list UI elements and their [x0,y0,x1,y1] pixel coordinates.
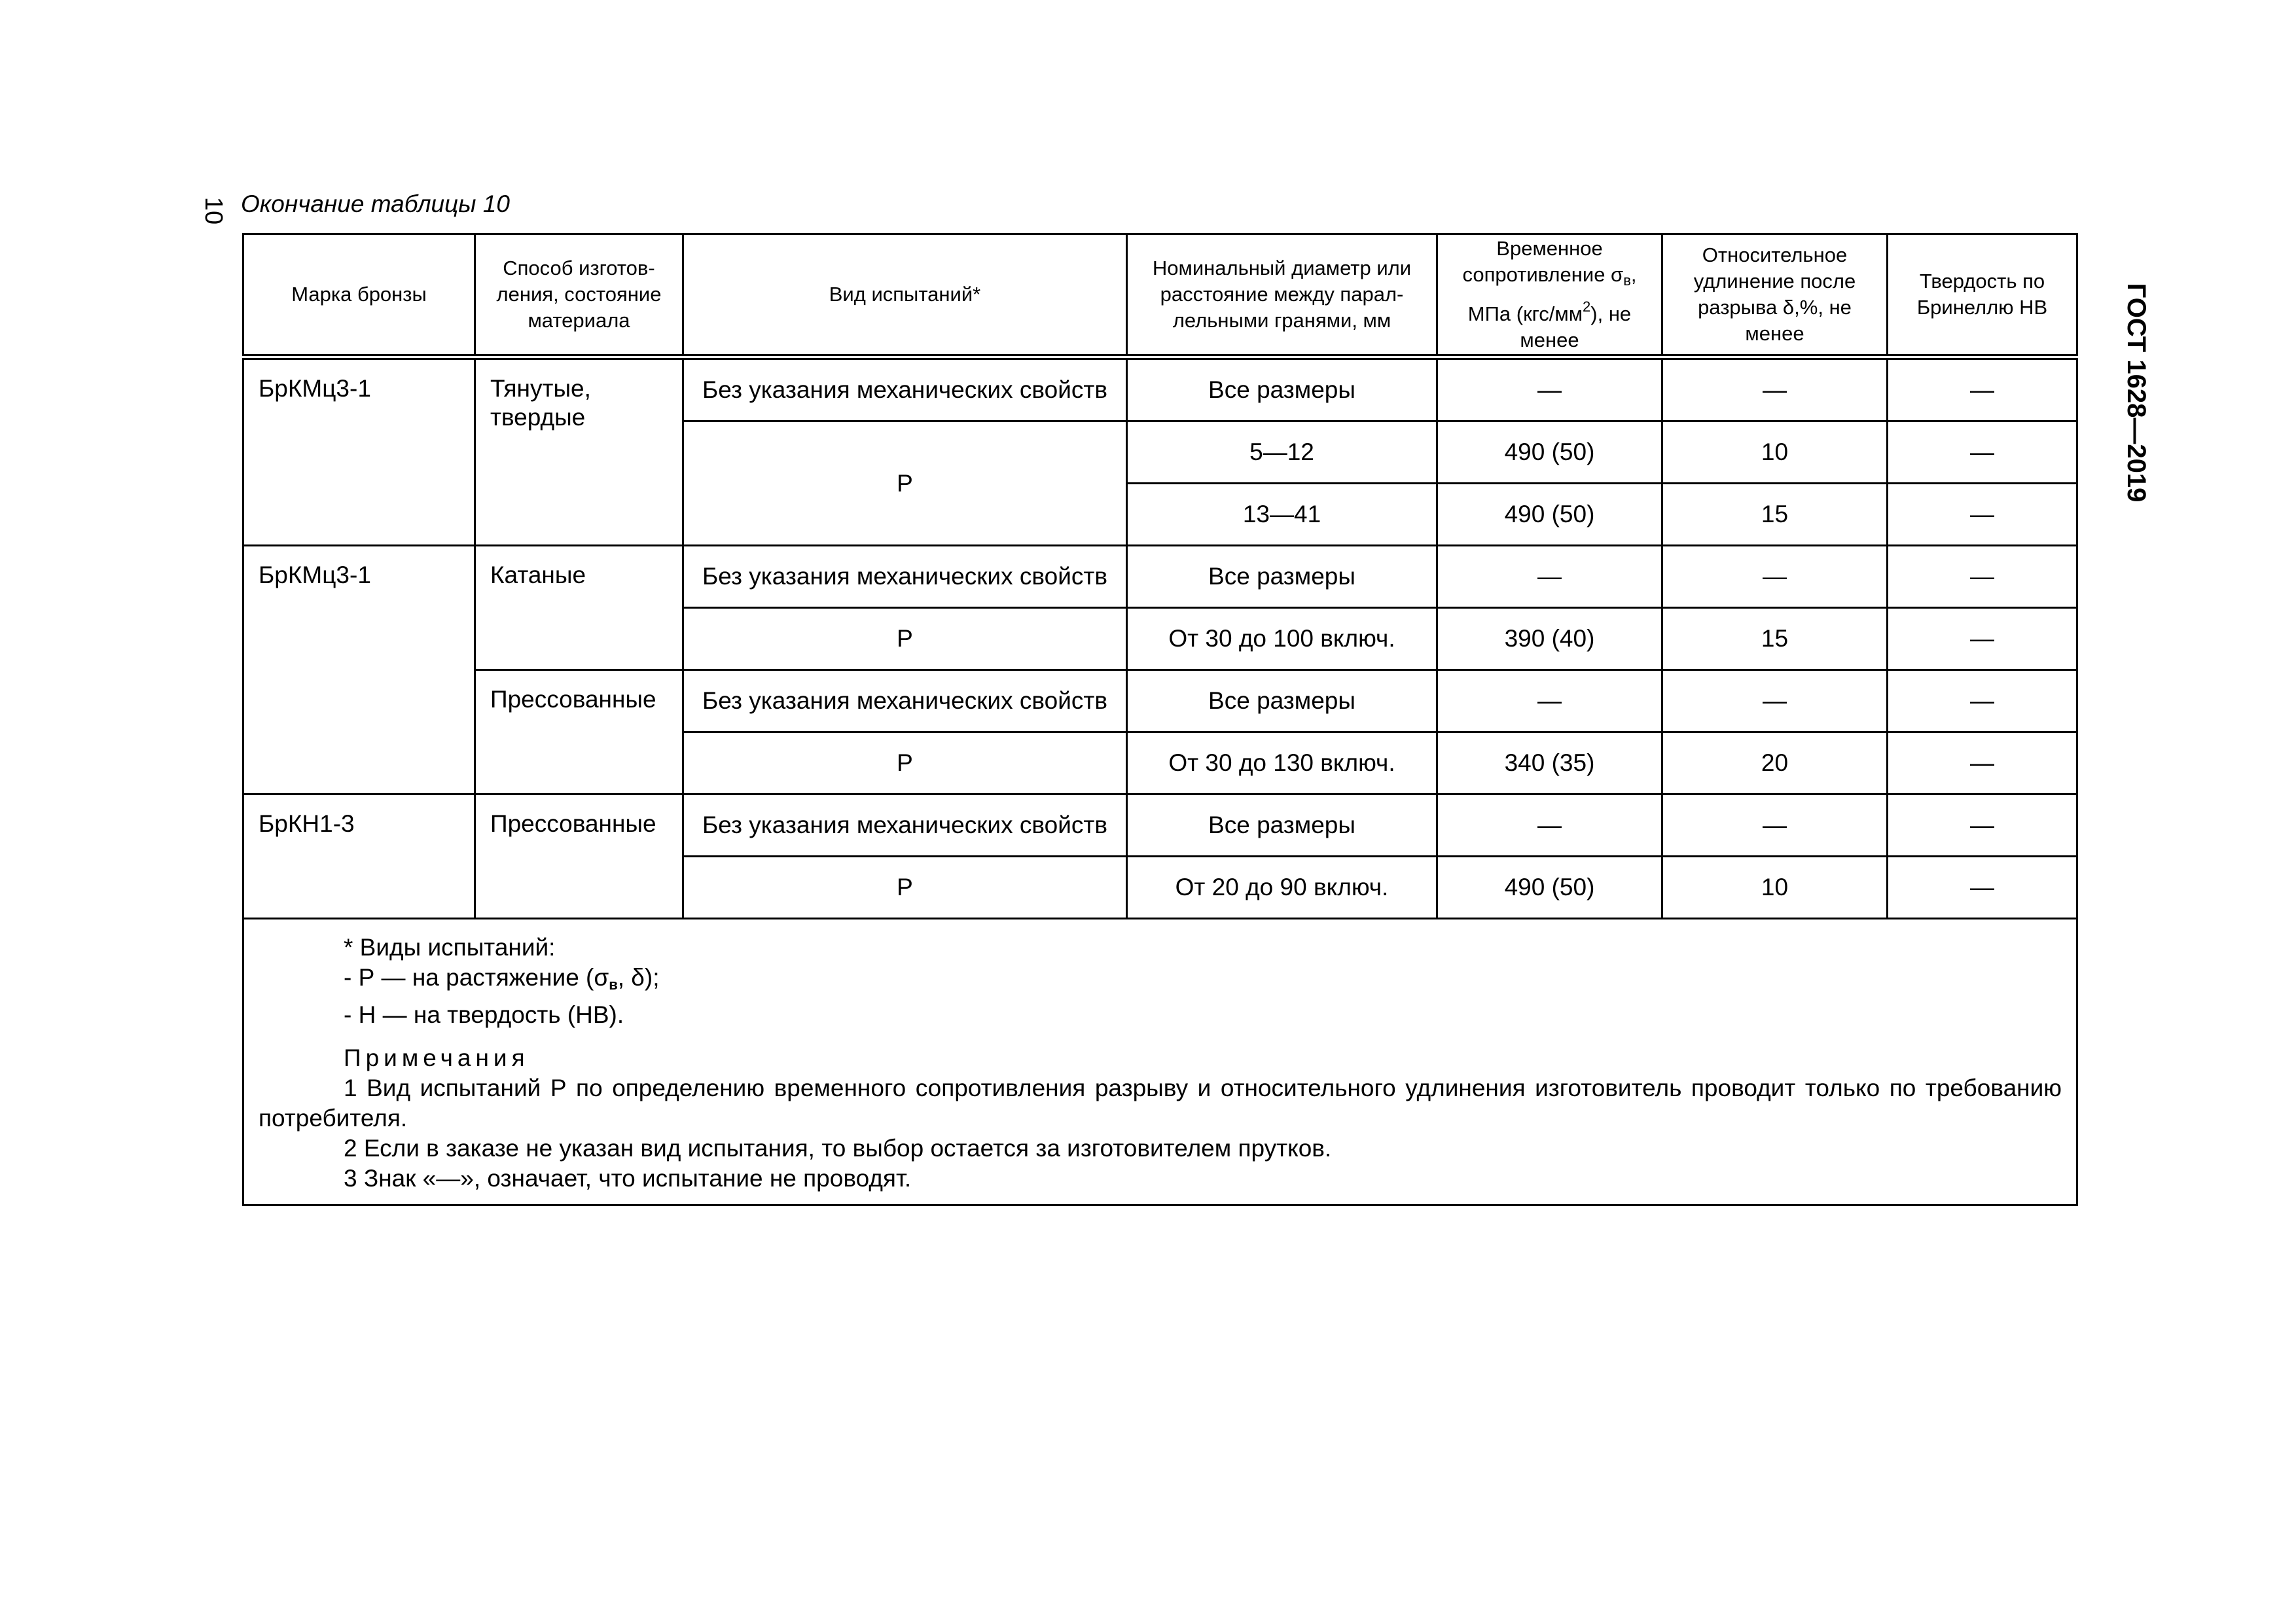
cell-grade: БрКМц3-1 [243,357,475,546]
page-number: 10 [200,196,227,225]
cell-size: Все размеры [1127,546,1437,608]
cell-test: Без указания механических свойств [683,670,1127,732]
table-row [243,546,2077,608]
footnote-line-p [259,963,2062,1000]
cell-size: От 30 до 100 включ. [1127,608,1437,670]
header-test: Вид испытаний* [683,234,1127,357]
cell-test: Без указания механических свойств [683,794,1127,857]
cell-elongation: — [1662,794,1888,857]
cell-strength: 490 (50) [1437,421,1662,484]
cell-elongation: — [1662,357,1888,421]
header-strength-text: Временное сопротивление σ [1462,237,1624,286]
header-method: Способ изготов-ления, состояние материала [475,234,683,357]
cell-size: От 30 до 130 включ. [1127,732,1437,794]
cell-strength: — [1437,546,1662,608]
cell-hardness: — [1888,732,2077,794]
note-item: 2 Если в заказе не указан вид испытания, то выбор остается за изготовителем прутков. [344,1135,1332,1162]
cell-method: Тянутые, твердые [475,357,683,546]
notes-row [243,919,2077,1205]
cell-elongation: — [1662,546,1888,608]
cell-elongation: 10 [1662,857,1888,919]
cell-elongation: 15 [1662,608,1888,670]
cell-elongation: 15 [1662,484,1888,546]
note-item: 3 Знак «—», означает, что испытание не проводят. [344,1165,912,1192]
footnote-line-h: - Н — на твердость (НВ). [344,1001,624,1028]
cell-hardness: — [1888,546,2077,608]
cell-hardness: — [1888,670,2077,732]
header-strength-sup: 2 [1583,298,1591,315]
cell-grade: БрКМц3-1 [243,546,475,794]
cell-hardness: — [1888,357,2077,421]
cell-size: Все размеры [1127,670,1437,732]
cell-elongation: 10 [1662,421,1888,484]
cell-test: Р [683,857,1127,919]
cell-test: Без указания механических свойств [683,357,1127,421]
cell-method: Прессованные [475,794,683,919]
header-elongation: Относительное удлинение после разрыва δ,%, не менее [1662,234,1888,357]
footnote-title: * Виды испытаний: [344,934,556,961]
cell-hardness: — [1888,421,2077,484]
cell-strength: 490 (50) [1437,484,1662,546]
cell-strength: — [1437,794,1662,857]
footnote-p-sub: в [609,976,618,993]
table-row [243,670,2077,732]
header-hardness: Твердость по Бринеллю НВ [1888,234,2077,357]
cell-test: Р [683,608,1127,670]
table-row [243,794,2077,857]
cell-method: Прессованные [475,670,683,794]
cell-strength: — [1437,670,1662,732]
cell-elongation: — [1662,670,1888,732]
cell-size: 5—12 [1127,421,1437,484]
cell-size: Все размеры [1127,357,1437,421]
header-grade: Марка бронзы [243,234,475,357]
cell-method: Катаные [475,546,683,670]
table-caption: Окончание таблицы 10 [241,190,510,217]
properties-table [242,233,2078,1206]
cell-size: 13—41 [1127,484,1437,546]
notes-title: Примечания [344,1044,529,1071]
cell-elongation: 20 [1662,732,1888,794]
standard-code: ГОСТ 1628—2019 [2122,283,2151,503]
table-header-row [243,234,2077,357]
cell-hardness: — [1888,608,2077,670]
table-row [243,357,2077,421]
cell-grade: БрКН1-3 [243,794,475,919]
footnote-p-text: - Р — на растяжение (σ [344,964,609,991]
header-strength-post: ), не менее [1520,302,1632,351]
table-container [242,233,2076,1206]
cell-strength: 340 (35) [1437,732,1662,794]
cell-size: От 20 до 90 включ. [1127,857,1437,919]
note-item: 1 Вид испытаний Р по определению временного сопротивления разрыву и относительного удлинения изготовитель проводит только по требованию потребителя. [259,1075,2062,1132]
cell-strength: 490 (50) [1437,857,1662,919]
cell-strength: — [1437,357,1662,421]
header-strength-sub: в [1623,272,1631,289]
header-diameter: Номинальный диаметр или расстояние между парал-лельными гранями, мм [1127,234,1437,357]
cell-test: Без указания механических свойств [683,546,1127,608]
cell-hardness: — [1888,484,2077,546]
cell-hardness: — [1888,857,2077,919]
cell-strength: 390 (40) [1437,608,1662,670]
header-strength-mid: , МПа (кгс/мм [1467,263,1637,325]
cell-test: Р [683,421,1127,546]
footnote-p-post: , δ); [617,964,660,991]
header-strength [1437,234,1662,357]
cell-size: Все размеры [1127,794,1437,857]
cell-test: Р [683,732,1127,794]
notes-cell [243,919,2077,1205]
cell-hardness: — [1888,794,2077,857]
